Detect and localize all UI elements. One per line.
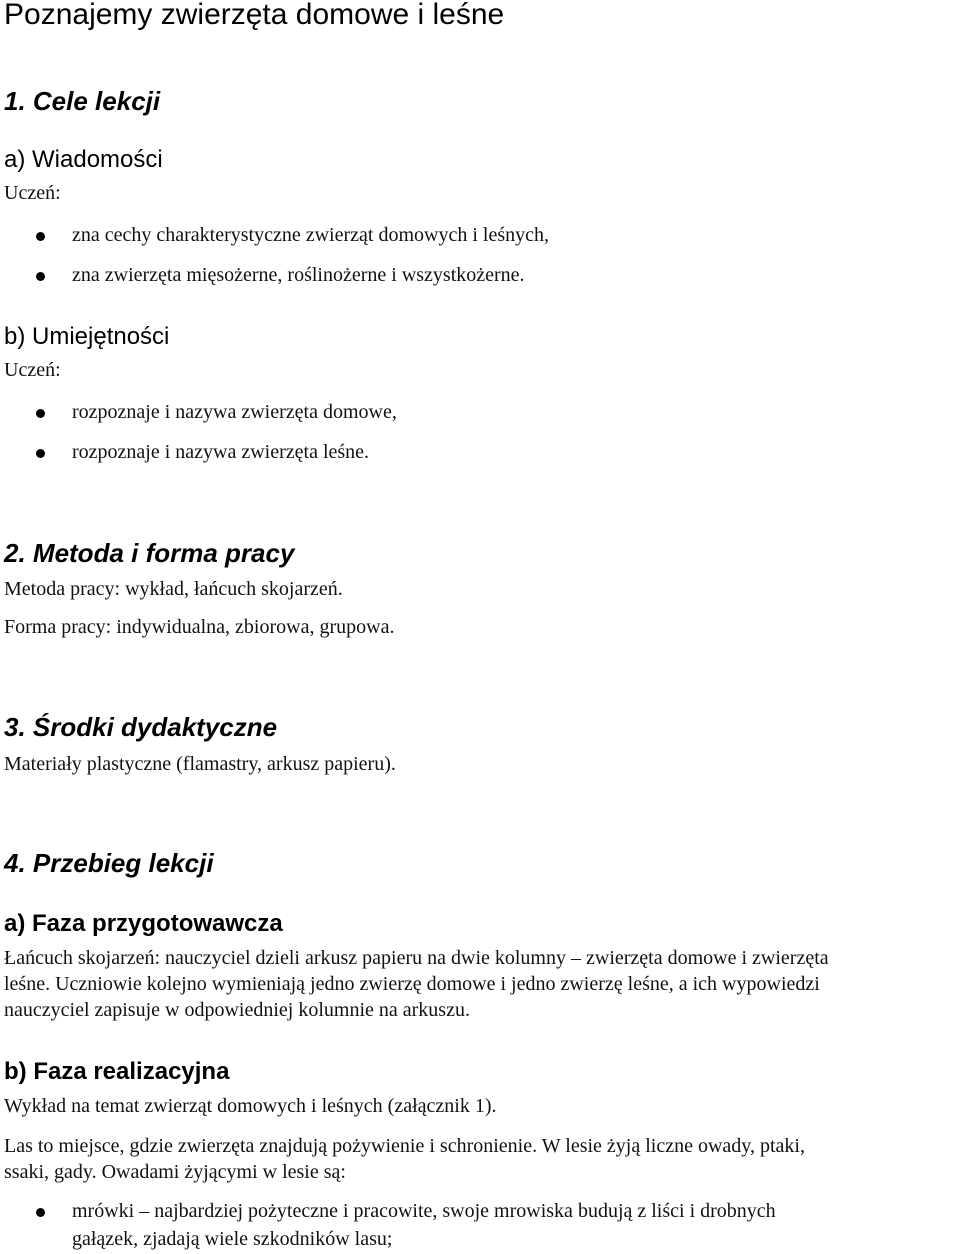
- bullet-icon: [36, 409, 45, 418]
- section-heading-resources: 3. Środki dydaktyczne: [4, 712, 278, 742]
- list-item-text: gałązek, zjadają wiele szkodników lasu;: [72, 1228, 393, 1250]
- student-label: Uczeń:: [4, 182, 61, 204]
- list-item-text: zna cechy charakterystyczne zwierząt domowych i leśnych,: [72, 224, 549, 246]
- list-item-text: zna zwierzęta mięsożerne, roślinożerne i wszystkożerne.: [72, 264, 525, 286]
- paragraph-line: nauczyciel zapisuje w odpowiedniej kolumnie na arkuszu.: [4, 999, 470, 1021]
- subheading-knowledge: a) Wiadomości: [4, 146, 163, 173]
- list-item-text: rozpoznaje i nazywa zwierzęta leśne.: [72, 441, 370, 463]
- list-item: [0, 1200, 960, 1254]
- section-heading-method: 2. Metoda i forma pracy: [4, 538, 295, 568]
- lecture-line: Wykład na temat zwierząt domowych i leśnych (załącznik 1).: [4, 1095, 497, 1117]
- form-line: Forma pracy: indywidualna, zbiorowa, grupowa.: [4, 616, 395, 638]
- prep-paragraph: [4, 945, 960, 1023]
- paragraph-line: leśne. Uczniowie kolejno wymieniają jedno zwierzę domowe i jedno zwierzę leśne, a ich wypowiedzi: [4, 973, 820, 995]
- paragraph-line: Las to miejsce, gdzie zwierzęta znajdują pożywienie i schronienie. W lesie żyją liczne owady, ptaki,: [4, 1135, 805, 1157]
- paragraph-line: ssaki, gady. Owadami żyjącymi w lesie są:: [4, 1161, 346, 1183]
- list-item-text: mrówki – najbardziej pożyteczne i pracowite, swoje mrowiska budują z liści i drobnych: [72, 1200, 776, 1222]
- section-heading-course: 4. Przebieg lekcji: [4, 848, 214, 878]
- page-title: Poznajemy zwierzęta domowe i leśne: [4, 0, 505, 31]
- paragraph-line: Łańcuch skojarzeń: nauczyciel dzieli arkusz papieru na dwie kolumny – zwierzęta domowe i zwierzęta: [4, 947, 829, 969]
- subheading-skills: b) Umiejętności: [4, 323, 170, 350]
- forest-paragraph: [4, 1133, 960, 1185]
- list-item-text: rozpoznaje i nazywa zwierzęta domowe,: [72, 401, 397, 423]
- subheading-realization: b) Faza realizacyjna: [4, 1058, 230, 1085]
- section-heading-goals: 1. Cele lekcji: [4, 86, 161, 116]
- bullet-icon: [36, 232, 45, 241]
- bullet-icon: [36, 1208, 45, 1217]
- bullet-icon: [36, 272, 45, 281]
- method-line: Metoda pracy: wykład, łańcuch skojarzeń.: [4, 578, 343, 600]
- student-label: Uczeń:: [4, 359, 61, 381]
- bullet-icon: [36, 449, 45, 458]
- subheading-prep: a) Faza przygotowawcza: [4, 910, 283, 937]
- resources-line: Materiały plastyczne (flamastry, arkusz papieru).: [4, 753, 396, 775]
